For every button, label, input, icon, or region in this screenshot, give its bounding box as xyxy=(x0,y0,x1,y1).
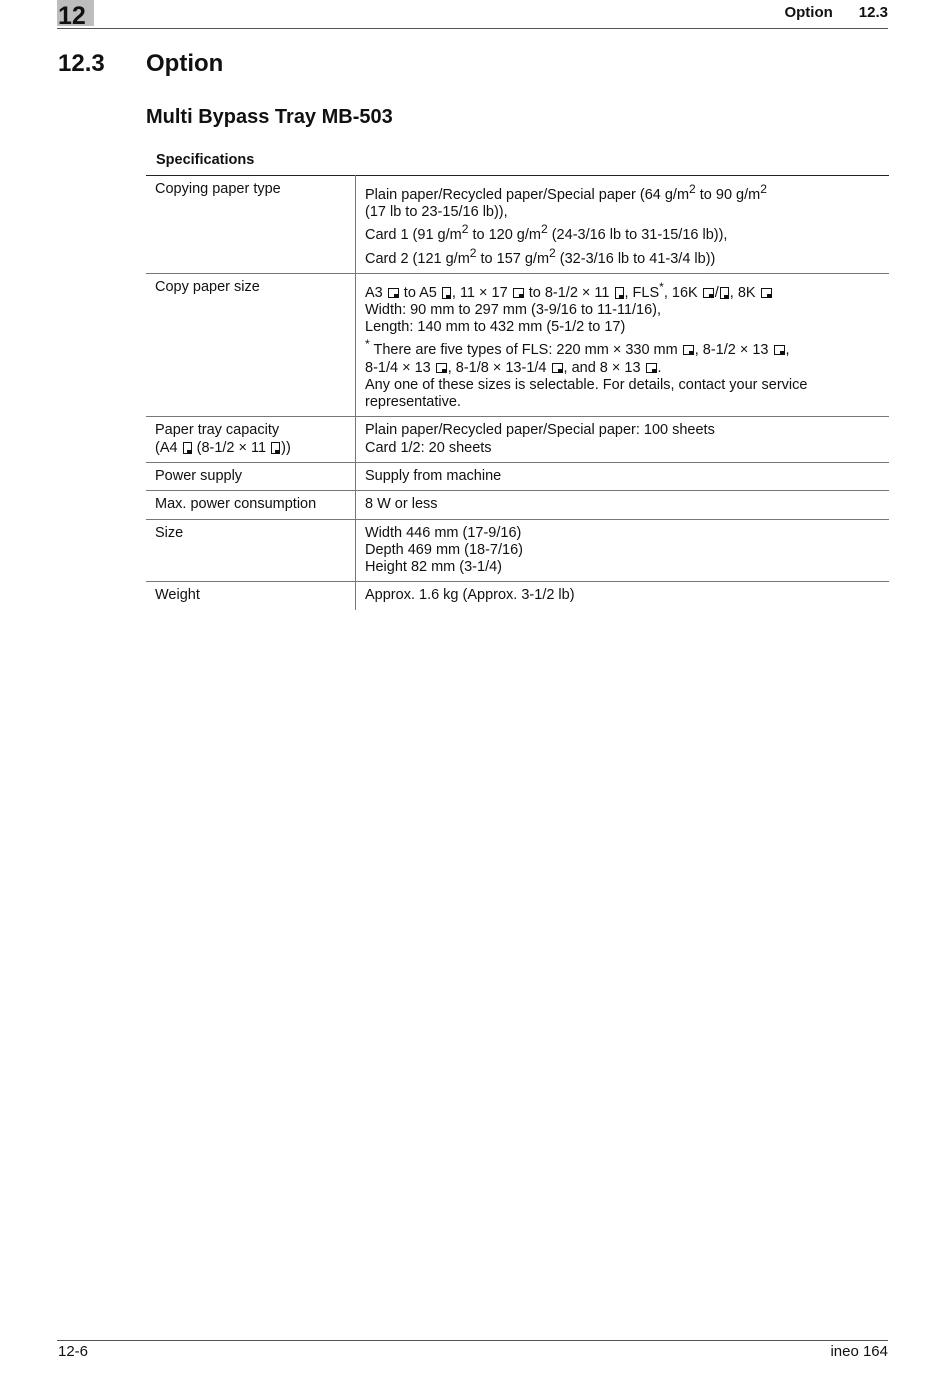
spec-label: Paper tray capacity (A4 (8-1/2 × 11 )) xyxy=(146,417,356,463)
landscape-paper-icon xyxy=(552,363,563,373)
portrait-paper-icon xyxy=(615,287,624,299)
landscape-paper-icon xyxy=(703,288,714,298)
landscape-paper-icon xyxy=(646,363,657,373)
table-row xyxy=(146,491,889,519)
portrait-paper-icon xyxy=(720,287,729,299)
header-divider xyxy=(57,28,888,29)
table-row xyxy=(146,417,889,463)
table-row xyxy=(146,463,889,491)
spec-value: Plain paper/Recycled paper/Special paper (64 $g/m^2$ to 90 $g/m^2$ (17 lb to 23-15/16 lb)), Card 1 (91 $g/m^2$ to 120 $g/m^2$ (24-3/16 lb to 31-15/16 lb)), Card 2 (121 $g/m^2$ to 157 $g/m^2$ (32-3/16 lb to 41-3/4 lb)) xyxy=(365,182,767,267)
header-section-number: 12.3 xyxy=(858,4,888,21)
spec-value: 8 W or less xyxy=(365,496,438,513)
landscape-paper-icon xyxy=(436,363,447,373)
spec-label: Size xyxy=(146,519,356,582)
spec-label: Weight xyxy=(146,582,356,610)
spec-value: Approx. 1.6 kg (Approx. 3-1/2 lb) xyxy=(365,587,575,604)
landscape-paper-icon xyxy=(683,345,694,355)
portrait-paper-icon xyxy=(183,442,192,454)
table-row xyxy=(146,273,889,417)
specifications-heading: Specifications xyxy=(156,152,255,168)
specifications-table xyxy=(146,175,889,610)
spec-value: Width 446 mm (17-9/16) Depth 469 mm (18-7/16) Height 82 mm (3-1/4) xyxy=(365,524,523,576)
section-title: Option xyxy=(146,50,224,77)
running-header xyxy=(784,4,888,21)
spec-label: Copy paper size xyxy=(146,273,356,417)
spec-value: Supply from machine xyxy=(365,468,502,484)
page-number: 12-6 xyxy=(58,1343,89,1360)
landscape-paper-icon xyxy=(774,345,785,355)
spec-value: Plain paper/Recycled paper/Special paper: 100 sheets Card 1/2: 20 sheets xyxy=(365,422,715,456)
chapter-number: 12 xyxy=(58,2,86,30)
spec-label: Copying paper type xyxy=(146,176,356,274)
table-row xyxy=(146,582,889,610)
landscape-paper-icon xyxy=(388,288,399,298)
table-row xyxy=(146,519,889,582)
footer-divider xyxy=(57,1340,888,1341)
portrait-paper-icon xyxy=(442,287,451,299)
header-section-name: Option xyxy=(784,4,833,21)
product-name: ineo 164 xyxy=(830,1343,888,1360)
section-number: 12.3 xyxy=(58,50,105,77)
spec-label: Power supply xyxy=(146,463,356,491)
landscape-paper-icon xyxy=(761,288,772,298)
product-title: Multi Bypass Tray MB-503 xyxy=(146,106,393,128)
table-row xyxy=(146,176,889,274)
landscape-paper-icon xyxy=(513,288,524,298)
spec-label: Max. power consumption xyxy=(146,491,356,519)
spec-value: A3 to A5 , 11 × 17 to 8-1/2 × 11 , FLS*, 16K / , 8K Width: 90 mm to 297 mm (3-9/16 to 11-11/16), Length: 140 mm to 432 mm (5-1/2 to 17) * There are five types of FLS: 220 mm × 330 mm , 8-1/2 × 13 , 8-1/4 × 13 , 8-1/8 × 13-1/4 , and 8 × 13 . Any one of these sizes is selectable. For details, contact your service representative. xyxy=(365,279,808,411)
portrait-paper-icon xyxy=(271,442,280,454)
